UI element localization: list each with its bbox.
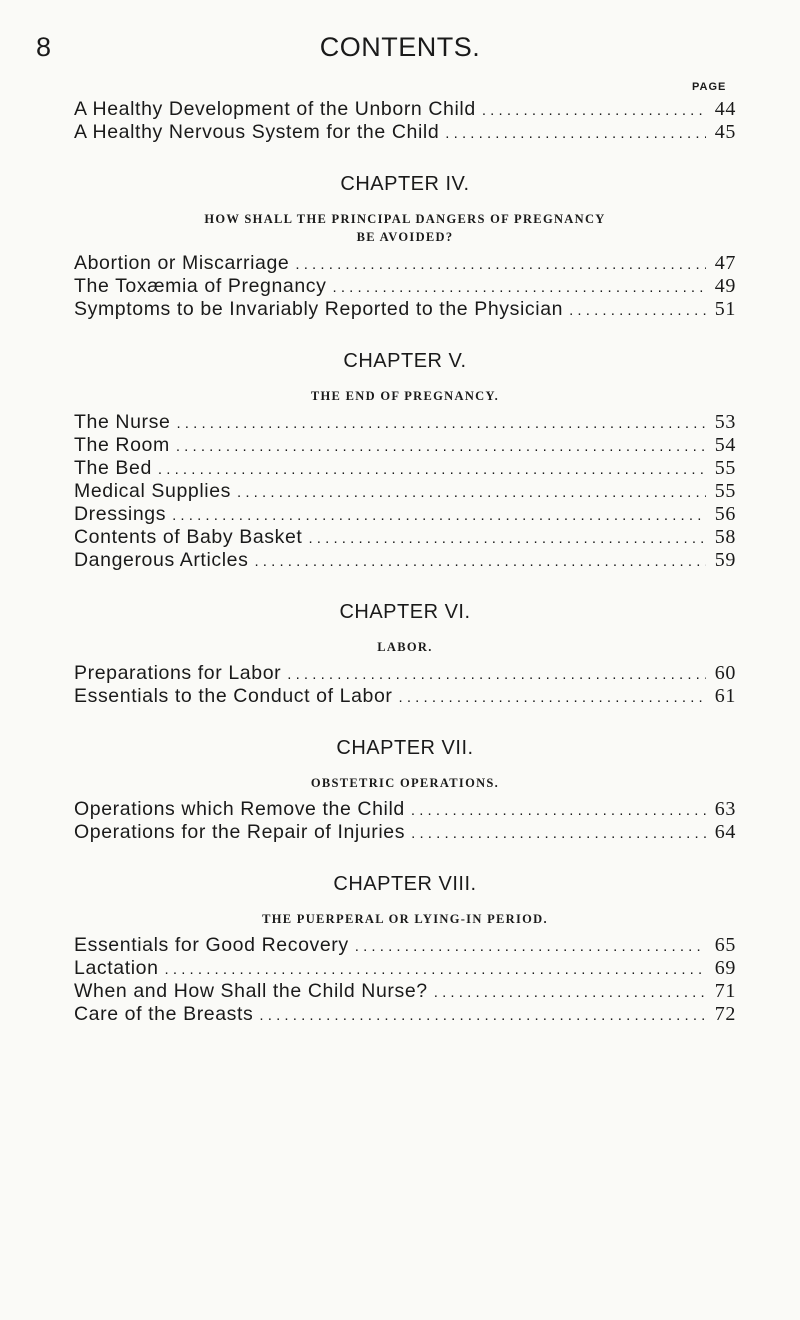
leader-dots (482, 102, 706, 119)
toc-entry (74, 275, 736, 298)
chapter-heading: CHAPTER VI. (339, 601, 471, 623)
entry-title: Care of the Breasts (74, 1003, 254, 1025)
toc-entry (74, 980, 736, 1003)
entry-title: The Nurse (74, 411, 171, 433)
toc-entry (74, 821, 736, 844)
leader-dots (355, 938, 706, 955)
chapter-subtitle (74, 387, 736, 405)
leader-dots (333, 279, 707, 296)
toc-entry (74, 252, 736, 275)
leader-dots (569, 302, 706, 319)
subtitle-line: BE AVOIDED? (356, 230, 454, 244)
entry-title: Essentials for Good Recovery (74, 934, 349, 956)
toc-entry (74, 503, 736, 526)
toc-entry (74, 457, 736, 480)
running-header (0, 30, 800, 70)
leader-dots (308, 530, 706, 547)
entry-page: 63 (714, 798, 736, 820)
toc-entry (74, 480, 736, 503)
entry-page: 51 (714, 298, 736, 320)
entry-title: Operations which Remove the Child (74, 798, 405, 820)
toc-entry (74, 434, 736, 457)
toc-entry (74, 957, 736, 980)
leader-dots (399, 689, 707, 706)
toc-entry (74, 411, 736, 434)
leader-dots (254, 553, 706, 570)
leader-dots (411, 825, 706, 842)
entry-title: Operations for the Repair of Injuries (74, 821, 406, 843)
page-column-label: PAGE (692, 81, 727, 93)
toc-entry (74, 662, 736, 685)
chapter-heading: CHAPTER IV. (340, 173, 470, 195)
leader-dots (434, 984, 706, 1001)
toc-entry (74, 798, 736, 821)
entry-title: Symptoms to be Invariably Reported to the Physician (74, 298, 564, 320)
leader-dots (295, 256, 706, 273)
toc-entry (74, 549, 736, 572)
entry-page: 47 (714, 252, 736, 274)
chapter-subtitle (74, 910, 736, 928)
entry-title: A Healthy Development of the Unborn Child (74, 98, 476, 120)
leader-dots (158, 461, 706, 478)
leader-dots (176, 415, 706, 432)
entry-page: 55 (714, 480, 736, 502)
toc-entry (74, 298, 736, 321)
subtitle-line: LABOR. (377, 640, 433, 654)
subtitle-line: THE PUERPERAL OR LYING-IN PERIOD. (262, 912, 548, 926)
entry-title: A Healthy Nervous System for the Child (74, 121, 440, 143)
entry-page: 61 (714, 685, 736, 707)
entry-page: 60 (714, 662, 736, 684)
entry-page: 53 (714, 411, 736, 433)
subtitle-line: HOW SHALL THE PRINCIPAL DANGERS OF PREGNANCY (204, 212, 606, 226)
leader-dots (165, 961, 706, 978)
page-number: 8 (36, 32, 52, 62)
chapter-heading: CHAPTER V. (343, 350, 467, 372)
entry-page: 71 (714, 980, 736, 1002)
entry-page: 69 (714, 957, 736, 979)
toc-entry (74, 685, 736, 708)
chapter-heading: CHAPTER VIII. (333, 873, 477, 895)
entry-page: 49 (714, 275, 736, 297)
chapter-heading: CHAPTER VII. (336, 737, 474, 759)
subtitle-line: THE END OF PREGNANCY. (310, 389, 500, 403)
entry-title: Lactation (74, 957, 159, 979)
entry-title: Dangerous Articles (74, 549, 249, 571)
entry-title: When and How Shall the Child Nurse? (74, 980, 428, 1002)
entry-title: Abortion or Miscarriage (74, 252, 290, 274)
table-of-contents (74, 98, 736, 1026)
entry-page: 65 (714, 934, 736, 956)
entry-title: Preparations for Labor (74, 662, 282, 684)
toc-entry (74, 98, 736, 121)
subtitle-line: OBSTETRIC OPERATIONS. (310, 776, 500, 790)
running-title: CONTENTS. (319, 32, 481, 62)
entry-page: 72 (714, 1003, 736, 1025)
chapter-subtitle (74, 774, 736, 792)
chapter-subtitle (74, 210, 736, 246)
entry-title: Essentials to the Conduct of Labor (74, 685, 393, 707)
toc-entry (74, 526, 736, 549)
leader-dots (287, 666, 706, 683)
leader-dots (445, 125, 706, 142)
leader-dots (259, 1007, 706, 1024)
entry-title: The Bed (74, 457, 152, 479)
leader-dots (176, 438, 706, 455)
entry-page: 55 (714, 457, 736, 479)
entry-page: 45 (714, 121, 736, 143)
entry-title: Contents of Baby Basket (74, 526, 303, 548)
toc-entry (74, 934, 736, 957)
entry-title: The Toxæmia of Pregnancy (74, 275, 327, 297)
leader-dots (237, 484, 706, 501)
entry-page: 64 (714, 821, 736, 843)
toc-entry (74, 1003, 736, 1026)
entry-title: Dressings (74, 503, 167, 525)
entry-page: 59 (714, 549, 736, 571)
entry-title: The Room (74, 434, 170, 456)
entry-page: 44 (714, 98, 736, 120)
chapter-subtitle (74, 638, 736, 656)
entry-page: 56 (714, 503, 736, 525)
entry-page: 58 (714, 526, 736, 548)
entry-title: Medical Supplies (74, 480, 232, 502)
leader-dots (172, 507, 706, 524)
leader-dots (411, 802, 706, 819)
entry-page: 54 (714, 434, 736, 456)
toc-entry (74, 121, 736, 144)
